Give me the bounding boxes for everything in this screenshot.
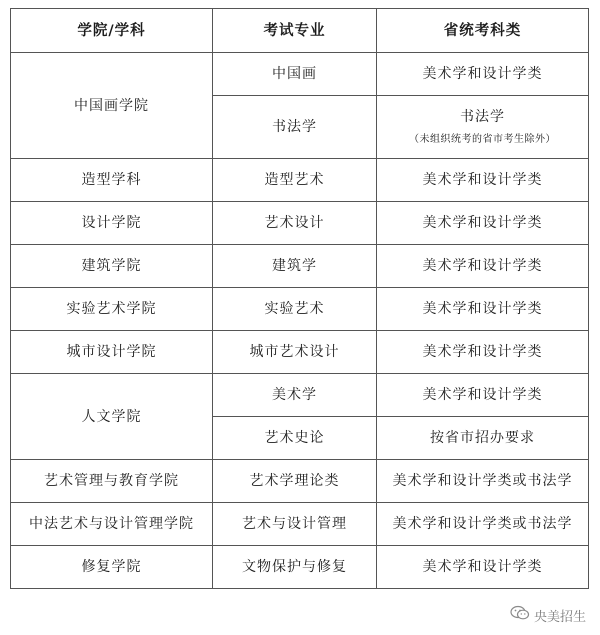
table-row (11, 245, 589, 288)
watermark-text: 央美招生 (533, 609, 586, 625)
college-cell: 实验艺术学院 (11, 288, 213, 331)
college-cell: 人文学院 (11, 374, 213, 460)
category-cell: 美术学和设计学类 (377, 159, 589, 202)
college-cell: 中国画学院 (11, 53, 213, 159)
category-cell: 美术学和设计学类 (377, 202, 589, 245)
category-cell: 美术学和设计学类 (377, 374, 589, 417)
watermark (510, 605, 586, 625)
major-cell: 中国画 (213, 53, 377, 96)
wechat-icon (510, 605, 534, 625)
major-cell: 艺术史论 (213, 417, 377, 460)
college-cell: 中法艺术与设计管理学院 (11, 503, 213, 546)
college-cell: 城市设计学院 (11, 331, 213, 374)
category-cell: 美术学和设计学类 (377, 288, 589, 331)
category-text: 书法学 (460, 109, 505, 125)
major-cell: 文物保护与修复 (213, 546, 377, 589)
table-row (11, 53, 589, 96)
category-cell: 美术学和设计学类或书法学 (377, 460, 589, 503)
header-exam-category: 省统考科类 (377, 9, 589, 53)
major-cell: 书法学 (213, 96, 377, 159)
header-college: 学院/学科 (11, 9, 213, 53)
category-cell: 美术学和设计学类 (377, 53, 589, 96)
college-cell: 设计学院 (11, 202, 213, 245)
category-cell: 美术学和设计学类 (377, 331, 589, 374)
table-row (11, 374, 589, 417)
college-cell: 建筑学院 (11, 245, 213, 288)
table-header-row (11, 9, 589, 53)
table-row (11, 288, 589, 331)
major-cell: 美术学 (213, 374, 377, 417)
table-row (11, 331, 589, 374)
table-row (11, 503, 589, 546)
college-cell: 艺术管理与教育学院 (11, 460, 213, 503)
category-cell: 美术学和设计学类或书法学 (377, 503, 589, 546)
major-cell: 实验艺术 (213, 288, 377, 331)
major-cell: 艺术设计 (213, 202, 377, 245)
category-cell (377, 96, 589, 159)
admissions-table (10, 8, 589, 589)
table-row (11, 159, 589, 202)
table-row (11, 202, 589, 245)
major-cell: 艺术与设计管理 (213, 503, 377, 546)
major-cell: 城市艺术设计 (213, 331, 377, 374)
category-cell: 按省市招办要求 (377, 417, 589, 460)
college-cell: 造型学科 (11, 159, 213, 202)
major-cell: 建筑学 (213, 245, 377, 288)
category-cell: 美术学和设计学类 (377, 245, 589, 288)
major-cell: 造型艺术 (213, 159, 377, 202)
major-cell: 艺术学理论类 (213, 460, 377, 503)
exception-note: （未组织统考的省市考生除外） (409, 134, 556, 145)
header-exam-major: 考试专业 (213, 9, 377, 53)
category-cell: 美术学和设计学类 (377, 546, 589, 589)
table-row (11, 460, 589, 503)
college-cell: 修复学院 (11, 546, 213, 589)
table-row (11, 546, 589, 589)
